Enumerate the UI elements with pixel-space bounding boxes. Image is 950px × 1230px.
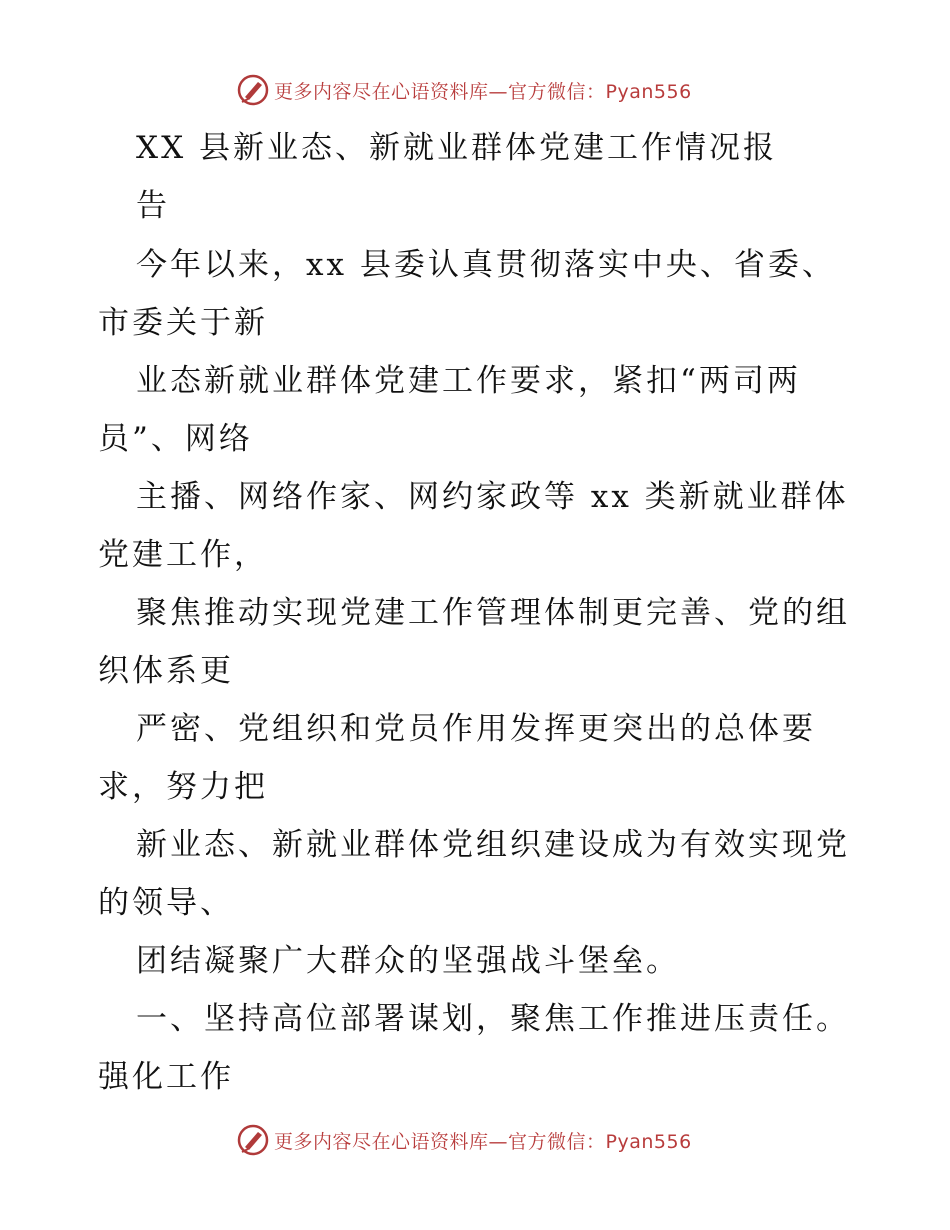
watermark-brand: 更多内容尽在心语资料库 [274,1130,489,1153]
document-title-line-1: XX 县新业态、新就业群体党建工作情况报 [136,130,777,166]
watermark-wechat: 官方微信：Pyan556 [508,80,692,103]
paragraph-line: 的领导、 [98,885,234,921]
paragraph-line: 今年以来，xx 县委认真贯彻落实中央、省委、 [136,247,836,283]
paragraph-line: 织体系更 [98,653,234,689]
watermark-text [274,1127,692,1154]
paragraph-line: 聚焦推动实现党建工作管理体制更完善、党的组 [136,595,850,631]
watermark-separator: — [488,80,509,103]
paragraph-line: 求，努力把 [98,769,268,805]
paragraph-line: 团结凝聚广大群众的坚强战斗堡垒。 [136,943,680,979]
paragraph-line: 市委关于新 [98,305,268,341]
watermark-separator: — [488,1130,509,1153]
paragraph-line: 业态新就业群体党建工作要求，紧扣“两司两 [136,363,801,399]
paragraph-line: 主播、网络作家、网约家政等 xx 类新就业群体 [136,479,849,515]
pen-seal-icon [236,1123,270,1157]
document-title-line-2: 告 [136,188,170,224]
paragraph-line: 员”、网络 [98,421,253,457]
watermark-banner-bottom [236,1122,736,1158]
paragraph-line: 强化工作 [98,1059,234,1095]
watermark-brand: 更多内容尽在心语资料库 [274,80,489,103]
watermark-wechat: 官方微信：Pyan556 [508,1130,692,1153]
section-heading-line: 一、坚持高位部署谋划，聚焦工作推进压责任。 [136,1001,850,1037]
paragraph-line: 严密、党组织和党员作用发挥更突出的总体要 [136,711,816,747]
paragraph-line: 党建工作， [98,537,268,573]
paragraph-line: 新业态、新就业群体党组织建设成为有效实现党 [136,827,850,863]
